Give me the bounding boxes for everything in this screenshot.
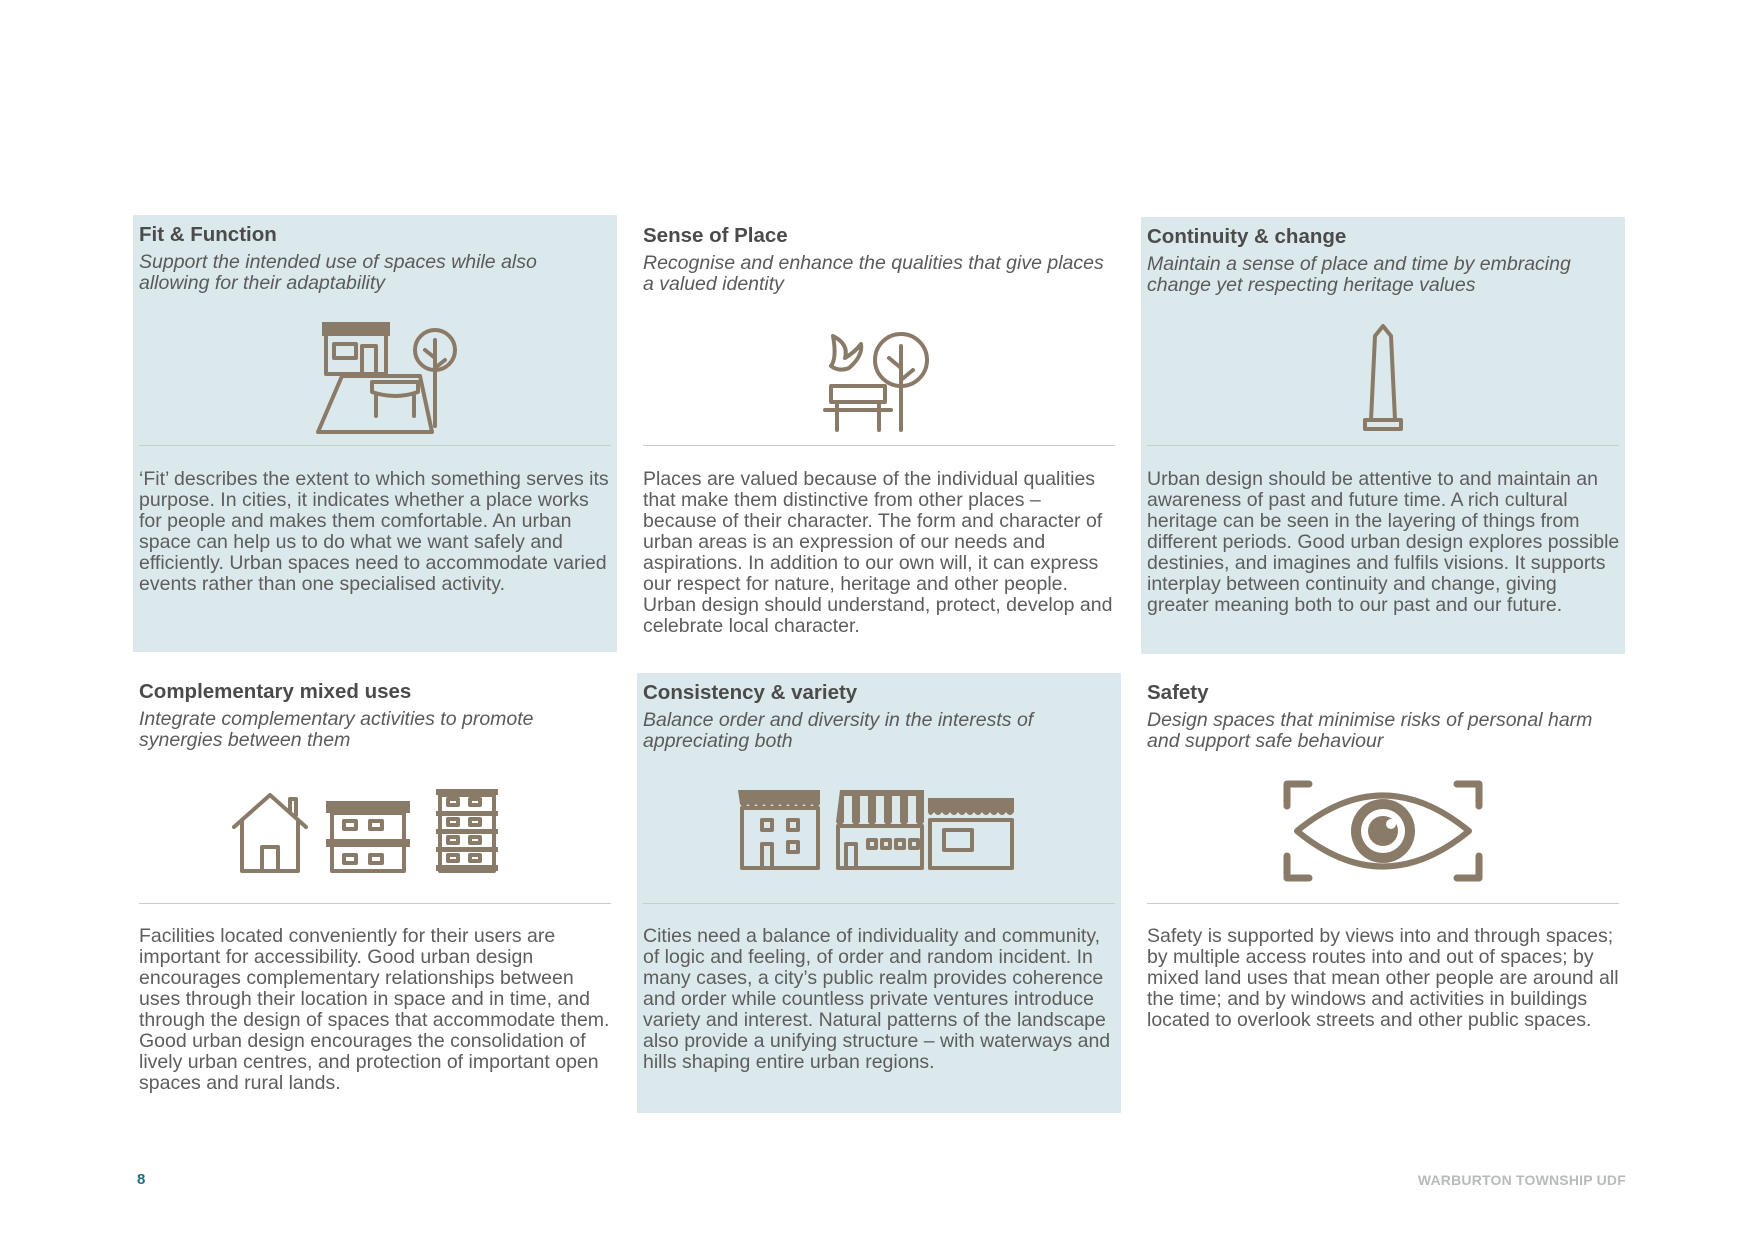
document-title: WARBURTON TOWNSHIP UDF (1417, 1172, 1626, 1188)
card-body: Places are valued because of the individual qualities that make them distinctive from other places – because of their character. The form and character of urban areas is an expression of our needs and aspirations. In addition to our own will, it can express our respect for nature, heritage and other people. Urban design should understand, protect, develop and celebrate local character. (643, 468, 1113, 637)
card-title: Sense of Place (643, 224, 788, 247)
card-title: Fit & Function (139, 223, 277, 246)
card-subtitle: Maintain a sense of place and time by embracing change yet respecting heritage values (1147, 253, 1571, 296)
card-complementary-mixed-uses (133, 672, 617, 1112)
card-subtitle: Support the intended use of spaces while also allowing for their adaptability (139, 251, 537, 294)
card-consistency-variety (637, 673, 1121, 1113)
card-body: Facilities located conveniently for their users are important for accessibility. Good urban design encourages complementary relationships between uses through their location in space and in time, and through the design of spaces that accommodate them. Good urban design encourages the consolidation of lively urban centres, and protection of important open spaces and rural lands. (139, 925, 610, 1094)
obelisk-icon (1141, 315, 1625, 440)
eye-icon (1141, 779, 1625, 883)
shopfront-square-icon (133, 315, 617, 440)
card-body: Cities need a balance of individuality and community, of logic and feeling, of order and random incident. In many cases, a city’s public realm provides coherence and order while countless private ventures introduce variety and interest. Natural patterns of the landscape also provide a unifying structure – with waterways and hills shaping entire urban regions. (643, 925, 1111, 1073)
card-safety (1141, 673, 1625, 1113)
card-body: ‘Fit’ describes the extent to which something serves its purpose. In cities, it indicates whether a place works for people and makes them comfortable. An urban space can help us to do what we want safely and efficiently. Urban spaces need to accommodate varied events rather than one specialised activity. (139, 468, 609, 595)
card-sense-of-place (637, 216, 1121, 652)
card-subtitle: Integrate complementary activities to promote synergies between them (139, 708, 534, 751)
divider (1147, 445, 1619, 446)
card-subtitle: Design spaces that minimise risks of personal harm and support safe behaviour (1147, 709, 1593, 752)
bird-tree-bench-icon (637, 315, 1121, 440)
divider (139, 903, 611, 904)
card-subtitle: Balance order and diversity in the interests of appreciating both (643, 709, 1034, 752)
divider (643, 445, 1115, 446)
page-number: 8 (137, 1171, 146, 1188)
card-title: Continuity & change (1147, 225, 1347, 248)
divider (139, 445, 611, 446)
card-continuity-change (1141, 217, 1625, 654)
mixed-buildings-icon (133, 780, 617, 880)
card-title: Consistency & variety (643, 681, 858, 704)
card-body: Urban design should be attentive to and maintain an awareness of past and future time. A rich cultural heritage can be seen in the layering of things from different periods. Good urban design explores possible destinies, and imagines and fulfils visions. It supports interplay between continuity and change, giving greater meaning both to our past and our future. (1147, 468, 1620, 616)
shop-row-icon (637, 779, 1121, 879)
card-title: Safety (1147, 681, 1209, 704)
divider (1147, 903, 1619, 904)
card-fit-function (133, 215, 617, 652)
card-subtitle: Recognise and enhance the qualities that give places a valued identity (643, 252, 1104, 295)
card-body: Safety is supported by views into and through spaces; by multiple access routes into and out of spaces; by mixed land uses that mean other people are around all the time; and by windows and activities in buildings located to overlook streets and other public spaces. (1147, 925, 1619, 1031)
divider (643, 903, 1115, 904)
card-title: Complementary mixed uses (139, 680, 412, 703)
